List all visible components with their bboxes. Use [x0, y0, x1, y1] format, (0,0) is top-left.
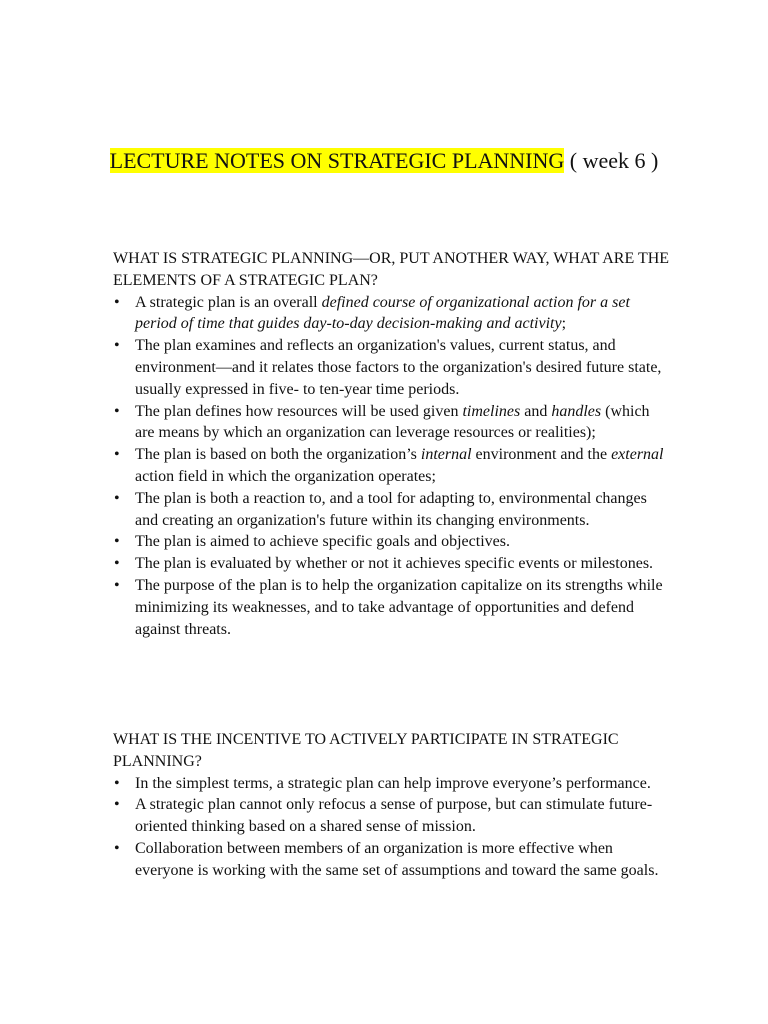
list-item	[113, 335, 673, 400]
list-item	[113, 773, 673, 795]
bullet-list	[113, 292, 673, 641]
title-highlighted-text: LECTURE NOTES ON STRATEGIC PLANNING	[109, 148, 565, 173]
bullet-text: (which are means by which an organization can leverage resources or realities);	[135, 402, 650, 442]
bullet-text: The plan defines how resources will be used given	[135, 402, 463, 420]
bullet-text: A strategic plan cannot only refocus a sense of purpose, but can stimulate future-oriented thinking based on a shared sense of mission.	[135, 796, 653, 836]
bullet-text: The plan is evaluated by whether or not it achieves specific events or milestones.	[135, 555, 654, 573]
bullet-italic-text: external	[611, 446, 664, 464]
bullet-text: ;	[561, 315, 567, 333]
section-heading: WHAT IS THE INCENTIVE TO ACTIVELY PARTICIPATE IN STRATEGIC PLANNING?	[113, 731, 619, 770]
section-what-is-strategic-planning	[113, 248, 673, 640]
bullet-italic-text: handles	[551, 402, 602, 420]
bullet-text: Collaboration between members of an organization is more effective when everyone is working with the same set of assumptions and toward the same goals.	[135, 839, 659, 879]
section-heading: WHAT IS STRATEGIC PLANNING—OR, PUT ANOTHER WAY, WHAT ARE THE ELEMENTS OF A STRATEGIC PLAN?	[113, 250, 670, 289]
bullet-text: The purpose of the plan is to help the organization capitalize on its strengths while minimizing its weaknesses, and to take advantage of opportunities and defend against threats.	[135, 576, 663, 638]
list-item	[113, 531, 673, 553]
bullet-text: A strategic plan is an overall	[135, 293, 322, 311]
list-item	[113, 838, 673, 882]
title-week-text: ( week 6 )	[564, 148, 659, 173]
bullet-list	[113, 773, 673, 882]
bullet-text: action field in which the organization operates;	[135, 467, 436, 485]
bullet-text: In the simplest terms, a strategic plan can help improve everyone’s performance.	[135, 774, 651, 792]
list-item	[113, 794, 673, 838]
bullet-text: and	[520, 402, 552, 420]
bullet-text: The plan is both a reaction to, and a tool for adapting to, environmental changes and creating an organization's future within its changing environments.	[135, 489, 647, 529]
bullet-italic-text: internal	[420, 446, 472, 464]
bullet-text: The plan examines and reflects an organization's values, current status, and environment—and it relates those factors to the organization's desired future state, usually expressed in five- to ten-year time periods.	[135, 337, 662, 398]
bullet-text: The plan is aimed to achieve specific goals and objectives.	[135, 533, 510, 551]
list-item	[113, 488, 673, 532]
bullet-italic-text: timelines	[462, 402, 521, 420]
section-incentive-to-participate	[113, 729, 673, 882]
list-item	[113, 553, 673, 575]
list-item	[113, 575, 673, 640]
list-item	[113, 292, 673, 336]
document-title	[100, 146, 668, 176]
list-item	[113, 444, 673, 488]
bullet-text: environment and the	[471, 446, 612, 464]
bullet-text: The plan is based on both the organization’s	[135, 446, 421, 464]
list-item	[113, 401, 673, 445]
bullet-italic-text: defined course of organizational action for a set period of time that guides day-to-day decision-making and activity	[135, 293, 630, 333]
